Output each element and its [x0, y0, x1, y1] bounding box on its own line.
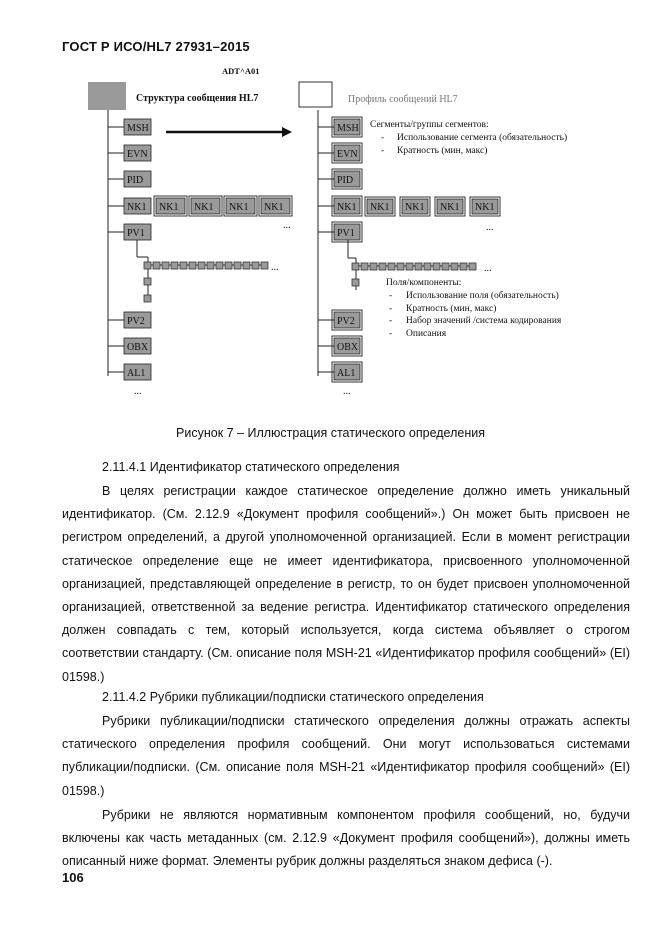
nk1-repeat-left-label: NK1: [229, 202, 249, 213]
field-square-left: [180, 262, 187, 269]
component-square-right: [352, 279, 359, 286]
field-square-right: [469, 263, 476, 270]
section-2-text-2: Рубрики не являются нормативным компонентом профиля сообщений, но, будучи включены как часть метаданных (см. 2.12.9 «Документ профиля сообщений»), должны иметь описанный ниже формат. Элементы рубрик должны разделяться знаком дефиса (-).: [62, 808, 630, 869]
event-label: ADT^A01: [222, 66, 260, 76]
svg-text:-: -: [381, 146, 385, 156]
left-title: Структура сообщения HL7: [136, 93, 259, 104]
nk1-repeat-left-label: NK1: [159, 202, 179, 213]
field-square-left: [261, 262, 268, 269]
right-title: Профиль сообщений HL7: [348, 94, 458, 105]
segment-note: [370, 120, 567, 156]
field-square-right: [352, 263, 359, 270]
segment-note-item: Использование сегмента (обязательность): [397, 133, 568, 143]
field-note-title: Поля/компоненты:: [386, 278, 462, 288]
component-square-left: [144, 295, 151, 302]
static-definition-diagram: [0, 0, 661, 420]
segment-pv2-left-label: PV2: [127, 316, 145, 327]
svg-text:-: -: [389, 329, 393, 339]
nk1-repeat-right-label: NK1: [475, 202, 495, 213]
field-square-left: [216, 262, 223, 269]
segment-nk1-right-label: NK1: [337, 202, 357, 213]
right-message-box: [299, 82, 332, 107]
field-square-right: [433, 263, 440, 270]
segment-obx-right-label: OBX: [337, 342, 359, 353]
nk1-repeat-left-label: NK1: [194, 202, 214, 213]
field-square-right: [379, 263, 386, 270]
field-square-left: [207, 262, 214, 269]
segment-pid-right-label: PID: [337, 175, 354, 186]
segment-evn-right-label: EVN: [337, 149, 358, 160]
nk1-right-ellipsis: ...: [486, 222, 494, 233]
field-note: [386, 278, 562, 339]
svg-text:-: -: [389, 316, 393, 326]
field-square-right: [406, 263, 413, 270]
right-bottom-ellipsis: ...: [343, 386, 351, 397]
nk1-repeat-right-label: NK1: [440, 202, 460, 213]
segment-al1-right-label: AL1: [337, 368, 356, 379]
segment-msh-right-label: MSH: [337, 123, 359, 134]
section-2-text: Рубрики публикации/подписки статического определения должны отражать аспекты статического определения профиля сообщений. Они могут использоваться системами публикации/подписки. (См. описание поля MSH-21 «Идентификатор профиля сообщений» (EI) 01598.): [62, 714, 630, 798]
field-square-right: [397, 263, 404, 270]
document-header: ГОСТ Р ИСО/HL7 27931–2015: [62, 39, 250, 54]
field-square-left: [225, 262, 232, 269]
segment-evn-left-label: EVN: [127, 149, 148, 160]
segment-pid-left-label: PID: [127, 175, 144, 186]
field-square-left: [144, 262, 151, 269]
svg-text:-: -: [389, 304, 393, 314]
segment-pv1-right-label: PV1: [337, 228, 355, 239]
field-note-item: Кратность (мин, макс): [406, 304, 497, 314]
svg-text:-: -: [389, 291, 393, 301]
field-square-right: [370, 263, 377, 270]
nk1-repeat-right-label: NK1: [370, 202, 390, 213]
segment-note-title: Сегменты/группы сегментов:: [370, 120, 489, 130]
field-square-right: [460, 263, 467, 270]
segment-obx-left-label: OBX: [127, 342, 149, 353]
pv1-left-ellipsis: ...: [271, 262, 279, 273]
field-square-right: [451, 263, 458, 270]
segment-al1-left-label: AL1: [127, 368, 146, 379]
svg-text:-: -: [381, 133, 385, 143]
segment-boxes: [124, 117, 500, 382]
field-square-left: [243, 262, 250, 269]
segment-pv2-right-label: PV2: [337, 316, 355, 327]
nk1-repeat-right-label: NK1: [405, 202, 425, 213]
arrow-head-icon: [282, 127, 292, 137]
left-bottom-ellipsis: ...: [134, 386, 142, 397]
field-note-item: Использование поля (обязательность): [406, 291, 559, 301]
section-1-text: В целях регистрации каждое статическое определение должно иметь уникальный идентификатор. (См. 2.12.9 «Документ профиля сообщений».) Он может быть присвоен не регистром определений, а другой уполномоченной организацией. Если в момент регистрации статическое определение еще не имеет идентификатора, присвоенного уполномоченной организацией, представляющей определение в регистр, то он будет присвоен уполномоченной организацией, ответственной за ведение регистра. Идентификатор статического определения должен совпадать с тем, который используется, когда система объявляет о строгом соответствии стандарту. (См. описание поля MSH-21 «Идентификатор профиля сообщений» (EI) 01598.): [62, 484, 630, 684]
pv1-right-ellipsis: ...: [484, 263, 492, 274]
field-square-left: [162, 262, 169, 269]
field-square-right: [415, 263, 422, 270]
segment-msh-left-label: MSH: [127, 123, 149, 134]
segment-pv1-left-label: PV1: [127, 228, 145, 239]
field-square-left: [171, 262, 178, 269]
field-square-right: [361, 263, 368, 270]
field-square-left: [252, 262, 259, 269]
component-square-left: [144, 278, 151, 285]
field-square-left: [153, 262, 160, 269]
field-square-left: [189, 262, 196, 269]
segment-nk1-left-label: NK1: [127, 202, 147, 213]
field-square-left: [198, 262, 205, 269]
field-note-item: Описания: [406, 329, 447, 339]
page-number: 106: [62, 870, 84, 885]
segment-note-item: Кратность (мин, макс): [397, 146, 488, 156]
nk1-repeat-left-label: NK1: [264, 202, 284, 213]
field-note-item: Набор значений /система кодирования: [406, 316, 562, 326]
nk1-left-ellipsis: ...: [283, 220, 291, 231]
field-square-right: [388, 263, 395, 270]
section-1-heading: 2.11.4.1 Идентификатор статического определения: [102, 460, 400, 474]
section-2-heading: 2.11.4.2 Рубрики публикации/подписки статического определения: [102, 690, 484, 704]
field-square-right: [424, 263, 431, 270]
field-square-left: [234, 262, 241, 269]
field-square-right: [442, 263, 449, 270]
figure-caption: Рисунок 7 – Иллюстрация статического определения: [176, 426, 485, 440]
left-message-box: [88, 82, 126, 110]
